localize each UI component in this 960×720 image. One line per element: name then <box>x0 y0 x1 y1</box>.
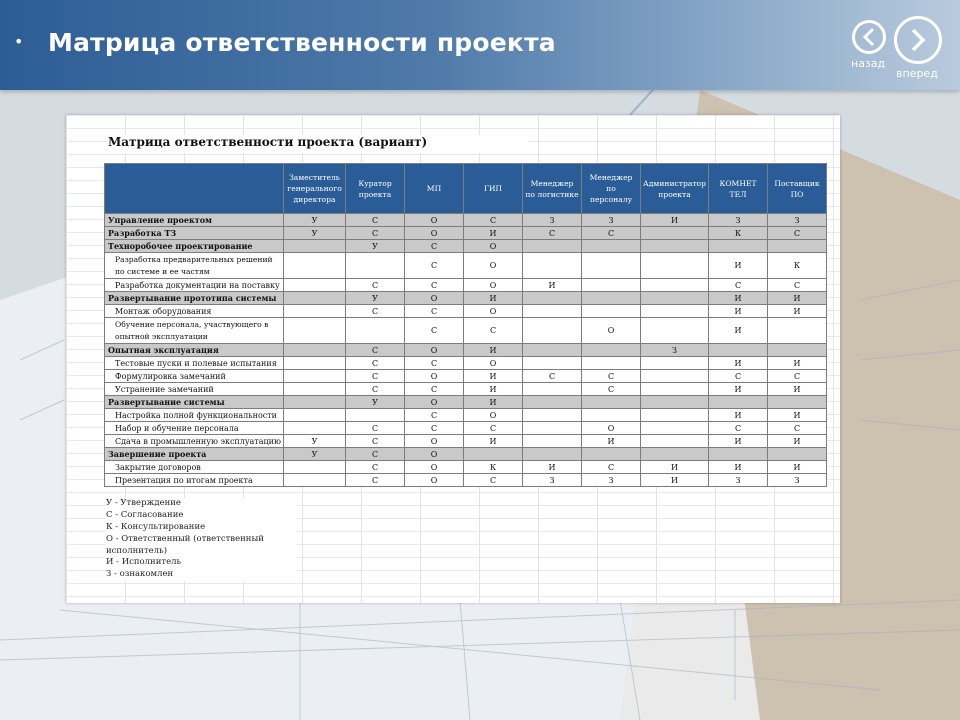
role-cell <box>464 448 523 461</box>
column-header: КОМНЕТ ТЕЛ <box>709 164 768 214</box>
role-cell <box>709 396 768 409</box>
role-cell: О <box>405 370 464 383</box>
table-row <box>105 279 827 292</box>
back-button[interactable] <box>850 20 886 54</box>
role-cell: С <box>464 474 523 487</box>
role-cell: О <box>464 253 523 279</box>
role-cell <box>582 305 641 318</box>
role-cell: С <box>405 357 464 370</box>
table-header-row <box>105 164 827 214</box>
role-cell: С <box>709 422 768 435</box>
role-cell: И <box>709 305 768 318</box>
role-cell: О <box>405 461 464 474</box>
role-cell <box>641 279 709 292</box>
role-cell: С <box>709 370 768 383</box>
role-cell <box>523 253 582 279</box>
role-cell <box>346 253 405 279</box>
table-row <box>105 422 827 435</box>
task-name-cell: Обучение персонала, участвующего в опытной эксплуатации <box>105 318 284 344</box>
role-cell: З <box>709 214 768 227</box>
role-cell <box>582 344 641 357</box>
role-cell <box>523 383 582 396</box>
sheet-title: Матрица ответственности проекта (вариант) <box>108 135 528 153</box>
table-row <box>105 474 827 487</box>
role-cell <box>582 448 641 461</box>
role-cell <box>582 279 641 292</box>
role-cell <box>641 227 709 240</box>
role-cell: И <box>768 305 827 318</box>
role-cell: С <box>464 422 523 435</box>
role-cell <box>284 305 346 318</box>
role-cell <box>582 357 641 370</box>
role-cell: К <box>464 461 523 474</box>
role-cell: У <box>284 448 346 461</box>
role-cell: С <box>768 279 827 292</box>
role-cell: И <box>768 409 827 422</box>
role-cell: И <box>709 383 768 396</box>
role-cell <box>284 461 346 474</box>
role-cell: И <box>768 383 827 396</box>
role-cell: З <box>582 474 641 487</box>
task-name-cell: Техноробочее проектирование <box>105 240 284 253</box>
role-cell <box>346 318 405 344</box>
role-cell <box>523 409 582 422</box>
task-name-cell: Устранение замечаний <box>105 383 284 396</box>
slide-header <box>0 0 960 90</box>
role-cell: С <box>346 214 405 227</box>
page-title: Матрица ответственности проекта <box>48 28 556 57</box>
legend-item: У - Утверждение <box>106 498 296 510</box>
role-cell: С <box>346 422 405 435</box>
task-name-cell: Разработка ТЗ <box>105 227 284 240</box>
table-row <box>105 396 827 409</box>
role-cell <box>284 370 346 383</box>
table-row <box>105 253 827 279</box>
role-cell: И <box>464 396 523 409</box>
role-cell: С <box>464 318 523 344</box>
role-cell: С <box>346 448 405 461</box>
chevron-left-icon <box>852 20 886 54</box>
role-cell: С <box>582 383 641 396</box>
role-cell: И <box>641 214 709 227</box>
task-name-cell: Настройка полной функциональности <box>105 409 284 422</box>
responsibility-matrix-table <box>104 163 827 487</box>
role-cell: И <box>709 435 768 448</box>
role-cell: О <box>405 448 464 461</box>
role-cell: З <box>523 474 582 487</box>
role-cell: О <box>405 344 464 357</box>
role-cell: И <box>641 474 709 487</box>
role-cell <box>582 409 641 422</box>
role-cell <box>709 344 768 357</box>
role-cell <box>641 448 709 461</box>
role-cell: О <box>405 214 464 227</box>
back-label[interactable]: назад <box>851 57 886 70</box>
role-cell <box>582 292 641 305</box>
role-cell <box>582 253 641 279</box>
role-cell <box>284 292 346 305</box>
role-cell <box>582 396 641 409</box>
forward-label[interactable]: вперед <box>896 67 938 80</box>
role-cell <box>641 422 709 435</box>
role-cell <box>709 240 768 253</box>
legend-item: И - Исполнитель <box>106 557 296 569</box>
role-cell: С <box>768 370 827 383</box>
role-cell: И <box>709 318 768 344</box>
role-cell: И <box>709 357 768 370</box>
role-cell: С <box>405 253 464 279</box>
role-cell: С <box>346 435 405 448</box>
legend-item: С - Согласование <box>106 510 296 522</box>
table-row <box>105 448 827 461</box>
role-cell: С <box>346 344 405 357</box>
role-cell: З <box>768 214 827 227</box>
task-name-cell: Развертывание системы <box>105 396 284 409</box>
chevron-right-icon <box>894 16 942 64</box>
role-cell <box>641 305 709 318</box>
table-row <box>105 461 827 474</box>
table-row <box>105 214 827 227</box>
role-cell <box>284 344 346 357</box>
role-cell: И <box>768 357 827 370</box>
role-cell: С <box>709 279 768 292</box>
role-cell: И <box>464 370 523 383</box>
task-name-cell: Управление проектом <box>105 214 284 227</box>
role-cell <box>523 292 582 305</box>
role-cell <box>523 344 582 357</box>
task-name-cell: Тестовые пуски и полевые испытания <box>105 357 284 370</box>
role-cell: У <box>284 435 346 448</box>
role-cell: З <box>523 214 582 227</box>
column-header: Менеджер по логистике <box>523 164 582 214</box>
role-cell <box>523 435 582 448</box>
role-cell: И <box>464 435 523 448</box>
table-row <box>105 383 827 396</box>
role-cell: С <box>405 305 464 318</box>
role-cell <box>523 396 582 409</box>
role-cell: О <box>464 357 523 370</box>
task-name-cell: Опытная эксплуатация <box>105 344 284 357</box>
role-cell: С <box>768 422 827 435</box>
role-cell <box>641 357 709 370</box>
role-cell: О <box>582 318 641 344</box>
role-cell: С <box>582 370 641 383</box>
role-cell <box>284 253 346 279</box>
table-row <box>105 344 827 357</box>
role-cell: И <box>523 279 582 292</box>
role-cell: С <box>523 227 582 240</box>
role-cell: У <box>346 396 405 409</box>
role-cell: С <box>405 383 464 396</box>
role-cell <box>523 357 582 370</box>
role-cell: О <box>405 396 464 409</box>
role-cell: И <box>464 344 523 357</box>
role-cell: И <box>709 461 768 474</box>
role-cell: О <box>582 422 641 435</box>
role-cell: С <box>346 357 405 370</box>
role-cell: С <box>346 305 405 318</box>
role-cell: С <box>405 318 464 344</box>
column-header <box>105 164 284 214</box>
legend <box>106 498 296 581</box>
task-name-cell: Формулировка замечаний <box>105 370 284 383</box>
role-cell <box>284 279 346 292</box>
role-cell: О <box>405 292 464 305</box>
role-cell: У <box>346 292 405 305</box>
role-cell <box>641 383 709 396</box>
table-row <box>105 318 827 344</box>
column-header: Куратор проекта <box>346 164 405 214</box>
role-cell <box>768 344 827 357</box>
role-cell <box>641 370 709 383</box>
role-cell <box>641 240 709 253</box>
column-header: Менеджер по персоналу <box>582 164 641 214</box>
role-cell: У <box>284 214 346 227</box>
role-cell: С <box>582 227 641 240</box>
role-cell <box>641 292 709 305</box>
role-cell <box>284 396 346 409</box>
role-cell: С <box>405 279 464 292</box>
role-cell: С <box>346 474 405 487</box>
role-cell: С <box>582 461 641 474</box>
role-cell: З <box>768 474 827 487</box>
role-cell: И <box>709 409 768 422</box>
role-cell <box>768 240 827 253</box>
role-cell <box>768 396 827 409</box>
role-cell <box>641 435 709 448</box>
role-cell: И <box>464 227 523 240</box>
role-cell <box>523 305 582 318</box>
role-cell <box>284 422 346 435</box>
role-cell <box>641 253 709 279</box>
task-name-cell: Набор и обучение персонала <box>105 422 284 435</box>
role-cell: И <box>768 292 827 305</box>
table-row <box>105 240 827 253</box>
role-cell: З <box>641 344 709 357</box>
role-cell <box>582 240 641 253</box>
task-name-cell: Сдача в промышленную эксплуатацию <box>105 435 284 448</box>
role-cell <box>284 357 346 370</box>
task-name-cell: Разработка предварительных решений по системе и ее частям <box>105 253 284 279</box>
table-row <box>105 370 827 383</box>
role-cell <box>768 318 827 344</box>
role-cell: О <box>464 305 523 318</box>
role-cell <box>284 383 346 396</box>
role-cell <box>768 448 827 461</box>
task-name-cell: Монтаж оборудования <box>105 305 284 318</box>
role-cell <box>641 409 709 422</box>
role-cell: С <box>405 422 464 435</box>
role-cell: И <box>582 435 641 448</box>
task-name-cell: Закрытие договоров <box>105 461 284 474</box>
table-row <box>105 305 827 318</box>
table-row <box>105 357 827 370</box>
role-cell <box>523 240 582 253</box>
role-cell: И <box>641 461 709 474</box>
table-row <box>105 409 827 422</box>
forward-button[interactable] <box>894 16 942 64</box>
column-header: МП <box>405 164 464 214</box>
role-cell: И <box>768 461 827 474</box>
role-cell: У <box>284 227 346 240</box>
role-cell: С <box>768 227 827 240</box>
table-row <box>105 227 827 240</box>
role-cell: И <box>709 292 768 305</box>
table-row <box>105 435 827 448</box>
role-cell: У <box>346 240 405 253</box>
role-cell: О <box>464 240 523 253</box>
role-cell: З <box>709 474 768 487</box>
column-header: Поставщик ПО <box>768 164 827 214</box>
legend-item: О - Ответственный (ответственный исполнитель) <box>106 534 296 558</box>
role-cell: С <box>405 409 464 422</box>
role-cell: С <box>346 383 405 396</box>
role-cell: С <box>405 240 464 253</box>
role-cell <box>523 422 582 435</box>
table-row <box>105 292 827 305</box>
role-cell <box>523 318 582 344</box>
legend-item: З - ознакомлен <box>106 569 296 581</box>
role-cell: С <box>346 227 405 240</box>
role-cell: З <box>582 214 641 227</box>
column-header: ГИП <box>464 164 523 214</box>
role-cell <box>284 409 346 422</box>
role-cell: И <box>768 435 827 448</box>
role-cell: О <box>405 435 464 448</box>
role-cell: О <box>405 474 464 487</box>
role-cell: К <box>768 253 827 279</box>
column-header: Администратор проекта <box>641 164 709 214</box>
role-cell: С <box>464 214 523 227</box>
task-name-cell: Разработка документации на поставку <box>105 279 284 292</box>
role-cell: И <box>464 292 523 305</box>
role-cell: О <box>464 279 523 292</box>
task-name-cell: Завершение проекта <box>105 448 284 461</box>
role-cell <box>284 474 346 487</box>
role-cell <box>523 448 582 461</box>
role-cell: К <box>709 227 768 240</box>
role-cell: И <box>709 253 768 279</box>
column-header: Заместитель генерального директора <box>284 164 346 214</box>
role-cell <box>346 409 405 422</box>
role-cell <box>284 240 346 253</box>
role-cell <box>284 318 346 344</box>
role-cell: О <box>405 227 464 240</box>
role-cell: С <box>523 370 582 383</box>
role-cell: С <box>346 279 405 292</box>
role-cell <box>641 396 709 409</box>
table-body <box>105 214 827 487</box>
legend-item: К - Консультирование <box>106 522 296 534</box>
role-cell <box>641 318 709 344</box>
role-cell: И <box>523 461 582 474</box>
role-cell: И <box>464 383 523 396</box>
role-cell: О <box>464 409 523 422</box>
title-bullet: • <box>14 32 24 51</box>
task-name-cell: Презентация по итогам проекта <box>105 474 284 487</box>
task-name-cell: Развертывание прототипа системы <box>105 292 284 305</box>
role-cell: С <box>346 370 405 383</box>
role-cell <box>709 448 768 461</box>
role-cell: С <box>346 461 405 474</box>
